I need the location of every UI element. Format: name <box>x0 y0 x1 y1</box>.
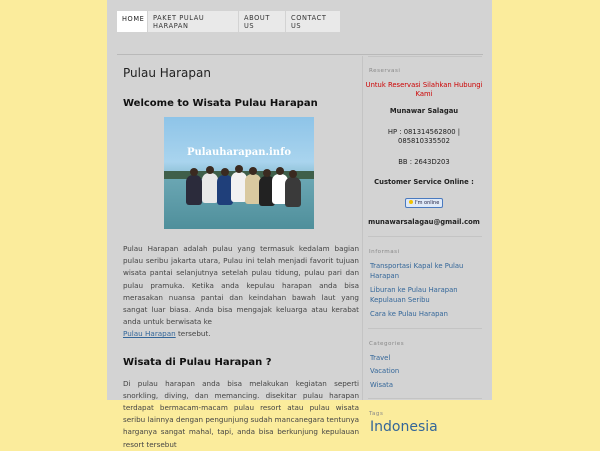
online-status-badge[interactable]: I'm online <box>405 198 444 208</box>
tag-indonesia[interactable]: Indonesia <box>370 419 438 435</box>
contact-bb: BB : 2643D203 <box>398 158 450 166</box>
page-title: Pulau Harapan <box>123 66 211 80</box>
sidebar-divider <box>368 236 482 237</box>
nav-paket-pulau-harapan[interactable]: PAKET PULAU HARAPAN <box>148 11 239 32</box>
info-link-transportasi[interactable]: Transportasi Kapal ke Pulau Harapan <box>370 262 464 280</box>
person-figure <box>186 175 202 205</box>
category-vacation[interactable]: Vacation <box>370 367 400 375</box>
intro-paragraph: Pulau Harapan adalah pulau yang termasuk kedalam bagian pulau seribu jakarta utara, Pulau ini telah menjadi favorit tujuan wisata pantai selanjutnya setelah pulau tidung, pulau pari dan pulau pramuka. Ketika anda kepulau harapan anda bisa merasakan nuansa pantai dan keindahan bawah laut yang sangat luar biasa. Anda bisa mengajak keluarga atau kerabat anda untuk berwisata ke Pulau Harapan tersebut. <box>123 244 359 339</box>
pulau-harapan-link[interactable]: Pulau Harapan <box>123 329 176 339</box>
tags-heading: Tags <box>369 411 384 417</box>
sidebar-divider <box>368 398 482 399</box>
category-travel[interactable]: Travel <box>370 353 391 362</box>
group-photo <box>164 117 314 229</box>
contact-name: Munawar Salagau <box>389 107 459 115</box>
customer-service-label: Customer Service Online : <box>374 178 474 186</box>
info-link-cara[interactable]: Cara ke Pulau Harapan <box>370 310 448 318</box>
categories-heading: Categories <box>369 340 405 347</box>
nav-home[interactable]: HOME <box>117 11 148 32</box>
page-container <box>107 0 492 449</box>
reservasi-heading: Reservasi <box>369 68 401 74</box>
wisata-paragraph: Di pulau harapan anda bisa melakukan kegiatan seperti snorkling, diving, dan memancing. disekitar pulau harapan terdapat bermacam-macam pulau resort atau pulau wisata seribu lainnya dengan pengunjung sudah mancanegara tentunya harganya sangat mahal, tapi, anda bisa berkunjung kepulauan resort tersebut <box>123 378 359 449</box>
main-content <box>123 66 359 451</box>
person-figure <box>285 177 301 207</box>
person-figure <box>202 173 218 203</box>
top-nav <box>117 11 341 32</box>
header-divider <box>117 54 483 55</box>
contact-email: munawarsalagau@gmail.com <box>368 218 480 226</box>
photo-watermark: Pulauharapan.info <box>186 147 292 158</box>
contact-phone: HP : 081314562800 | 085810335502 <box>387 128 461 145</box>
nav-about-us[interactable]: ABOUT US <box>239 11 286 32</box>
reservasi-intro: Untuk Reservasi Silahkan Hubungi Kami <box>365 81 483 98</box>
messenger-icon <box>409 200 413 204</box>
category-wisata[interactable]: Wisata <box>370 380 393 389</box>
sidebar <box>362 56 485 435</box>
wisata-heading: Wisata di Pulau Harapan ? <box>123 356 272 368</box>
informasi-heading: Informasi <box>369 249 400 255</box>
welcome-heading: Welcome to Wisata Pulau Harapan <box>123 98 318 109</box>
sidebar-divider <box>368 56 482 57</box>
nav-contact-us[interactable]: CONTACT US <box>286 11 341 32</box>
info-link-liburan[interactable]: Liburan ke Pulau Harapan Kepulauan Seribu <box>370 286 458 304</box>
sidebar-divider <box>368 328 482 329</box>
